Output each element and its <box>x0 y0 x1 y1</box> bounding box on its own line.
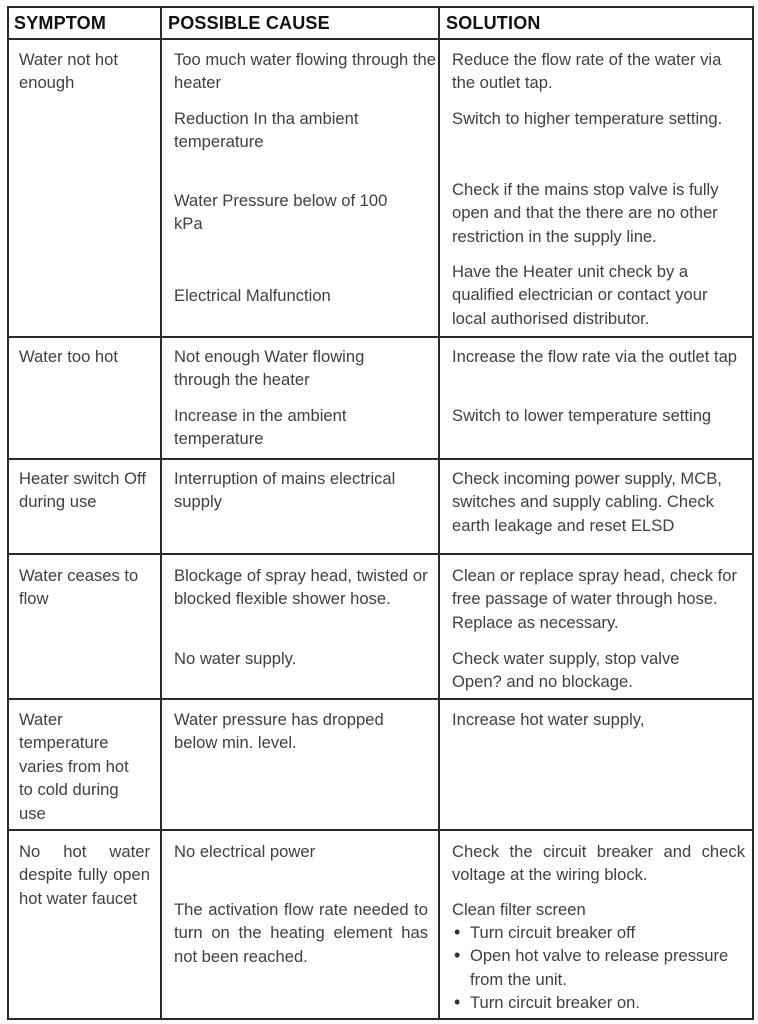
row-divider <box>9 829 752 831</box>
solution-cell: Check incoming power supply, MCB, switches and supply cabling. Check earth leakage and reset ELSD <box>452 469 722 535</box>
header-symptom: SYMPTOM <box>14 13 107 33</box>
troubleshooting-table <box>7 6 754 1020</box>
solution-cell: Check the circuit breaker and check voltage at the wiring block. <box>452 842 745 885</box>
cause-cell: Water pressure has dropped below min. level. <box>174 710 384 753</box>
solution-bullet-list <box>452 921 748 1015</box>
row-divider <box>9 38 752 40</box>
solution-cell: Reduce the flow rate of the water via the outlet tap. <box>452 50 722 93</box>
solution-cell: Increase the flow rate via the outlet tap <box>452 347 738 366</box>
symptom-cell: Water temperature varies from hot to cold during use <box>19 710 129 823</box>
symptom-cell: Water ceases to flow <box>19 566 139 609</box>
cause-cell: Electrical Malfunction <box>174 286 331 305</box>
header-possible-cause: POSSIBLE CAUSE <box>168 13 330 33</box>
cause-cell: Blockage of spray head, twisted or blocked flexible shower hose. <box>174 566 428 609</box>
cause-cell: Increase in the ambient temperature <box>174 406 347 449</box>
solution-cell: Switch to lower temperature setting <box>452 406 712 425</box>
symptom-cell: Heater switch Off during use <box>19 469 146 512</box>
cause-cell: Water Pressure below of 100 kPa <box>174 191 388 234</box>
cause-cell: No electrical power <box>174 842 316 861</box>
symptom-cell: Water too hot <box>19 347 118 366</box>
solution-cell: Increase hot water supply, <box>452 710 645 729</box>
row-divider <box>9 553 752 555</box>
cause-cell: Too much water flowing through the heater <box>174 50 436 93</box>
solution-cell: Check water supply, stop valve Open? and no blockage. <box>452 649 680 692</box>
cause-cell: No water supply. <box>174 649 297 668</box>
solution-cell: Check if the mains stop valve is fully open and that the there are no other restriction in the supply line. <box>452 180 719 246</box>
solution-cell: Have the Heater unit check by a qualified electrician or contact your local authorised distributor. <box>452 262 708 328</box>
symptom-cell: Water not hot enough <box>19 50 118 93</box>
solution-cell: Clean or replace spray head, check for free passage of water through hose. Replace as necessary. <box>452 566 738 632</box>
cause-cell: Not enough Water flowing through the heater <box>174 347 365 390</box>
bullet-item: • Turn circuit breaker on. <box>452 991 748 1014</box>
cause-cell: Reduction In tha ambient temperature <box>174 109 359 152</box>
bullet-item: • Open hot valve to release pressure from the unit. <box>452 944 748 991</box>
solution-cell: Switch to higher temperature setting. <box>452 109 723 128</box>
cause-cell: Interruption of mains electrical supply <box>174 469 396 512</box>
row-divider <box>9 698 752 700</box>
row-divider <box>9 336 752 338</box>
column-divider <box>438 8 440 1018</box>
row-divider <box>9 458 752 460</box>
header-solution: SOLUTION <box>446 13 541 33</box>
symptom-cell: No hot water despite fully open hot water faucet <box>19 842 150 908</box>
bullet-item: • Turn circuit breaker off <box>452 921 748 944</box>
cause-cell: The activation flow rate needed to turn on the heating element has not been reached. <box>174 900 428 966</box>
column-divider <box>160 8 162 1018</box>
solution-cell: Clean filter screen <box>452 900 586 919</box>
